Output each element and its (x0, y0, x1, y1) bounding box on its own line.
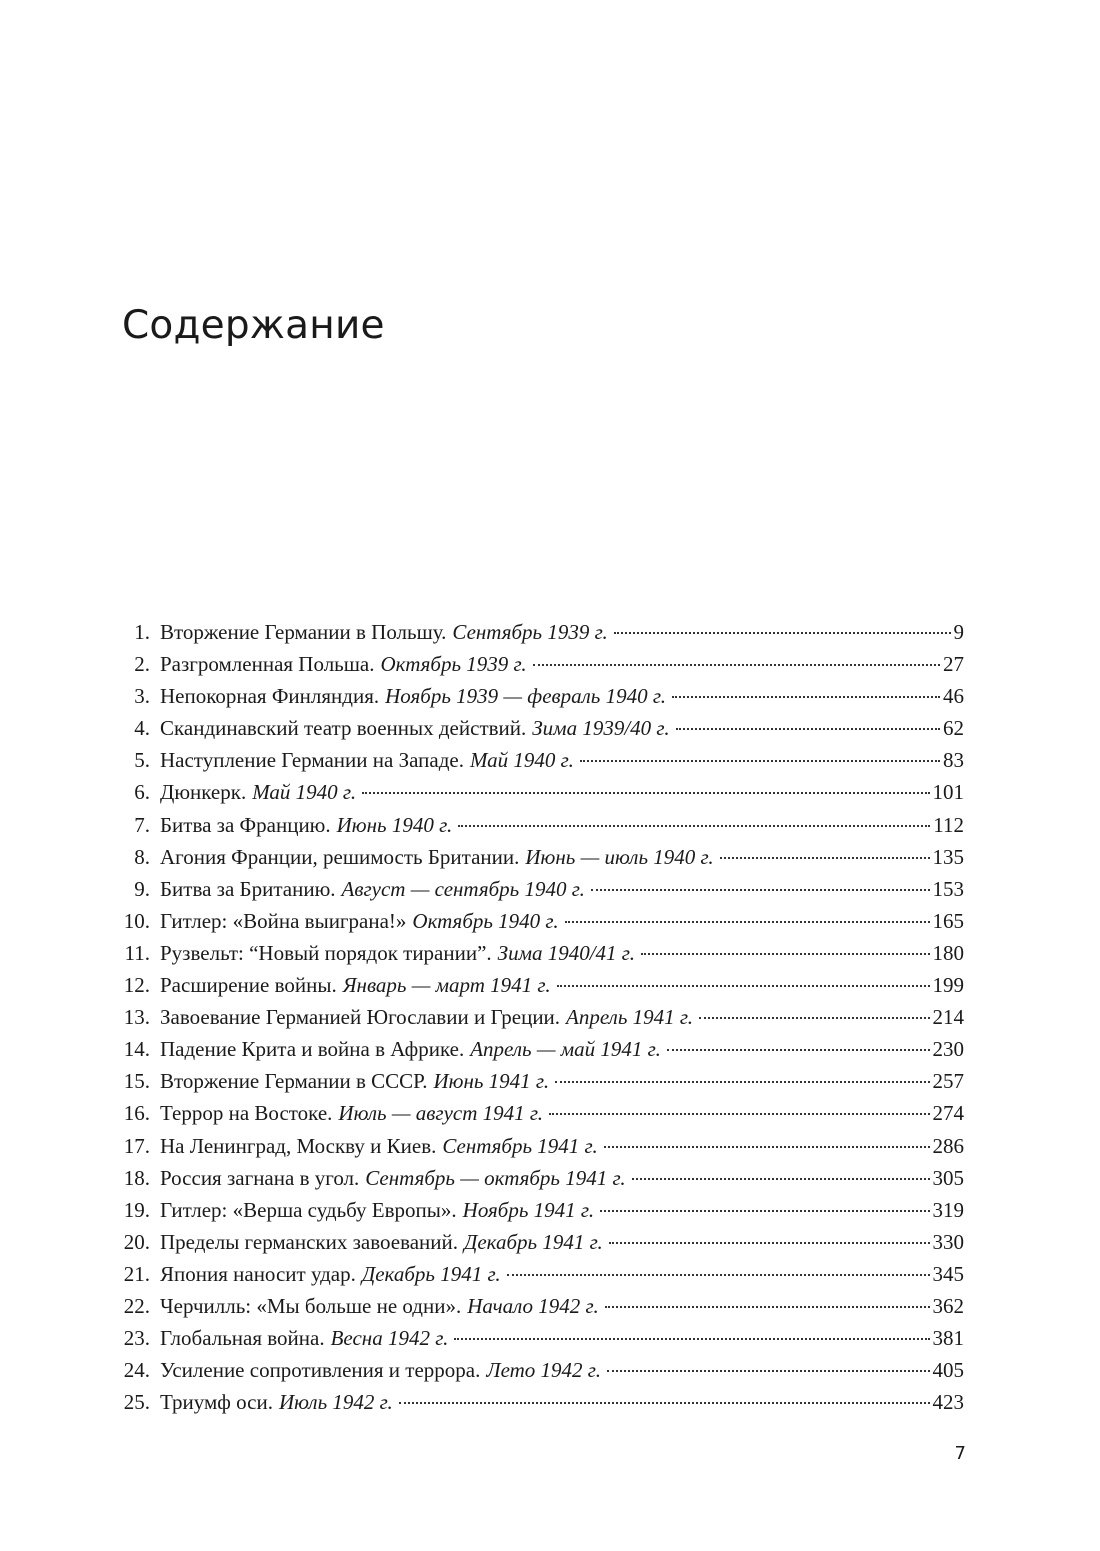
toc-entry (118, 648, 964, 680)
toc-entry-page: 27 (943, 652, 964, 677)
toc-entry-page: 165 (932, 908, 964, 933)
dot-leader (605, 1306, 930, 1308)
toc-entry-date: Начало 1942 г. (467, 1293, 599, 1318)
toc-entry-date: Лето 1942 г. (486, 1358, 601, 1383)
dot-leader (632, 1178, 930, 1180)
toc-entry-date: Декабрь 1941 г. (464, 1229, 603, 1254)
toc-entry-title: Гитлер: «Верша судьбу Европы». (160, 1197, 457, 1222)
toc-entry-number: 8. (134, 844, 150, 869)
toc-entry-page: 9 (953, 620, 964, 644)
toc-entry-page: 330 (932, 1229, 964, 1254)
dot-leader (533, 664, 940, 666)
dot-leader (591, 889, 930, 891)
toc-entry-date: Зима 1940/41 г. (497, 940, 635, 965)
toc-entry-page: 405 (932, 1358, 964, 1383)
toc-entry-title: Битва за Британию. (160, 876, 336, 901)
toc-entry-page: 46 (943, 684, 964, 709)
toc-entry (118, 1322, 964, 1354)
toc-entry-page: 274 (932, 1101, 964, 1126)
toc-entry-number: 16. (123, 1101, 150, 1126)
toc-entry-title: На Ленинград, Москву и Киев. (160, 1133, 437, 1158)
toc-entry-page: 180 (932, 940, 964, 965)
toc-entry (118, 712, 964, 744)
toc-entry-date: Июнь 1940 г. (336, 812, 453, 837)
toc-entry-title: Расширение войны. (160, 973, 337, 998)
dot-leader (454, 1338, 929, 1340)
toc-entry-number: 19. (123, 1197, 150, 1222)
toc-entry-title: Вторжение Германии в Польшу. (160, 620, 447, 644)
toc-entry-title: Битва за Францию. (160, 812, 331, 837)
toc-entry-page: 286 (932, 1133, 964, 1158)
dot-leader (667, 1049, 930, 1051)
dot-leader (399, 1402, 930, 1404)
toc-entry-page: 135 (932, 844, 964, 869)
toc-entry-page: 83 (943, 748, 964, 773)
toc-entry-date: Январь — март 1941 г. (342, 973, 551, 998)
toc-entry (118, 680, 964, 712)
toc-entry-page: 319 (932, 1197, 964, 1222)
toc-entry-title: Падение Крита и война в Африке. (160, 1037, 465, 1062)
toc-entry-page: 153 (932, 876, 964, 901)
toc-entry (118, 776, 964, 808)
toc-entry-page: 199 (932, 973, 964, 998)
toc-entry (118, 1130, 964, 1162)
dot-leader (557, 985, 930, 987)
toc-entry-title: Глобальная война. (160, 1326, 325, 1351)
dot-leader (458, 825, 930, 827)
toc-entry (118, 1354, 964, 1386)
toc-entry (118, 1386, 964, 1418)
dot-leader (641, 953, 930, 955)
dot-leader (676, 728, 940, 730)
toc-entry-number: 21. (123, 1261, 150, 1286)
toc-entry-title: Пределы германских завоеваний. (160, 1229, 458, 1254)
toc-entry-page: 362 (932, 1293, 964, 1318)
toc-entry-number: 20. (123, 1229, 150, 1254)
toc-entry-title: Триумф оси. (160, 1390, 273, 1415)
toc-entry-number: 5. (134, 748, 150, 773)
toc-entry-page: 345 (932, 1261, 964, 1286)
dot-leader (555, 1081, 929, 1083)
dot-leader (580, 760, 940, 762)
toc-entry-title: Вторжение Германии в СССР. (160, 1069, 428, 1094)
toc-entry-title: Черчилль: «Мы больше не одни». (160, 1293, 462, 1318)
toc-entry (118, 1097, 964, 1129)
toc-entry (118, 841, 964, 873)
toc-entry (118, 1194, 964, 1226)
toc-entry-title: Рузвельт: “Новый порядок тирании”. (160, 940, 492, 965)
dot-leader (720, 857, 930, 859)
toc-entry (118, 616, 964, 648)
toc-entry-page: 112 (933, 812, 964, 837)
toc-entry-number: 10. (123, 908, 150, 933)
toc-entry-date: Май 1940 г. (252, 780, 357, 805)
dot-leader (604, 1146, 930, 1148)
dot-leader (362, 792, 929, 794)
toc-entry-date: Июнь — июль 1940 г. (525, 844, 714, 869)
toc-entry-page: 214 (932, 1005, 964, 1030)
toc-entry-date: Сентябрь 1939 г. (452, 620, 608, 644)
toc-entry-title: Непокорная Финляндия. (160, 684, 380, 709)
toc-entry-date: Зима 1939/40 г. (532, 716, 670, 741)
toc-entry (118, 1290, 964, 1322)
toc-entry-number: 2. (134, 652, 150, 677)
toc-entry-page: 230 (932, 1037, 964, 1062)
toc-entry-number: 9. (134, 876, 150, 901)
toc-entry-title: Разгромленная Польша. (160, 652, 375, 677)
dot-leader (699, 1017, 929, 1019)
table-of-contents (118, 616, 964, 1418)
toc-entry (118, 969, 964, 1001)
toc-entry-page: 257 (932, 1069, 964, 1094)
toc-entry-number: 15. (123, 1069, 150, 1094)
toc-entry (118, 905, 964, 937)
toc-entry-date: Октябрь 1940 г. (412, 908, 559, 933)
toc-entry-number: 11. (124, 940, 150, 965)
dot-leader (609, 1242, 930, 1244)
toc-entry-title: Усиление сопротивления и террора. (160, 1358, 481, 1383)
toc-entry (118, 744, 964, 776)
toc-entry-title: Россия загнана в угол. (160, 1165, 360, 1190)
toc-entry-date: Сентябрь 1941 г. (442, 1133, 598, 1158)
toc-entry-number: 25. (123, 1390, 150, 1415)
toc-entry (118, 1162, 964, 1194)
toc-entry-title: Террор на Востоке. (160, 1101, 333, 1126)
toc-entry-title: Япония наносит удар. (160, 1261, 356, 1286)
toc-entry-number: 6. (134, 780, 150, 805)
page-number: 7 (954, 1443, 966, 1464)
toc-entry-page: 423 (932, 1390, 964, 1415)
toc-entry-page: 381 (932, 1326, 964, 1351)
toc-entry-date: Июнь 1941 г. (433, 1069, 550, 1094)
toc-entry (118, 937, 964, 969)
toc-entry-page: 305 (932, 1165, 964, 1190)
page-title: Содержание (122, 303, 385, 348)
toc-entry-number: 3. (134, 684, 150, 709)
toc-entry-title: Дюнкерк. (160, 780, 247, 805)
toc-entry-number: 4. (134, 716, 150, 741)
toc-entry-date: Август — сентябрь 1940 г. (341, 876, 585, 901)
toc-entry-date: Сентябрь — октябрь 1941 г. (365, 1165, 626, 1190)
dot-leader (600, 1210, 929, 1212)
toc-entry-page: 62 (943, 716, 964, 741)
toc-entry-number: 23. (123, 1326, 150, 1351)
toc-entry-number: 7. (134, 812, 150, 837)
toc-entry (118, 809, 964, 841)
toc-entry (118, 1258, 964, 1290)
toc-entry-date: Апрель — май 1941 г. (470, 1037, 661, 1062)
toc-entry-title: Агония Франции, решимость Британии. (160, 844, 520, 869)
dot-leader (507, 1274, 930, 1276)
dot-leader (672, 696, 940, 698)
dot-leader (614, 632, 951, 634)
toc-entry-date: Ноябрь 1939 — февраль 1940 г. (385, 684, 667, 709)
dot-leader (565, 921, 930, 923)
toc-entry-title: Гитлер: «Война выиграна!» (160, 908, 407, 933)
toc-entry-number: 18. (123, 1165, 150, 1190)
toc-entry (118, 873, 964, 905)
toc-entry-title: Завоевание Германией Югославии и Греции. (160, 1005, 561, 1030)
toc-entry-number: 13. (123, 1005, 150, 1030)
toc-entry-number: 17. (123, 1133, 150, 1158)
toc-entry-date: Весна 1942 г. (330, 1326, 449, 1351)
toc-entry-number: 22. (123, 1293, 150, 1318)
toc-entry-date: Май 1940 г. (469, 748, 574, 773)
toc-entry-date: Октябрь 1939 г. (380, 652, 527, 677)
toc-entry-date: Ноябрь 1941 г. (462, 1197, 595, 1222)
toc-entry-number: 1. (134, 620, 150, 644)
toc-entry (118, 1033, 964, 1065)
dot-leader (549, 1113, 929, 1115)
toc-entry-page: 101 (932, 780, 964, 805)
toc-entry (118, 1001, 964, 1033)
toc-entry-title: Скандинавский театр военных действий. (160, 716, 527, 741)
toc-entry (118, 1226, 964, 1258)
toc-entry-date: Декабрь 1941 г. (361, 1261, 501, 1286)
toc-entry-date: Апрель 1941 г. (566, 1005, 694, 1030)
toc-entry-number: 12. (123, 973, 150, 998)
toc-entry-title: Наступление Германии на Западе. (160, 748, 464, 773)
toc-entry (118, 1065, 964, 1097)
toc-entry-date: Июль — август 1941 г. (338, 1101, 544, 1126)
toc-entry-date: Июль 1942 г. (278, 1390, 393, 1415)
toc-entry-number: 24. (123, 1358, 150, 1383)
dot-leader (607, 1370, 930, 1372)
toc-entry-number: 14. (123, 1037, 150, 1062)
